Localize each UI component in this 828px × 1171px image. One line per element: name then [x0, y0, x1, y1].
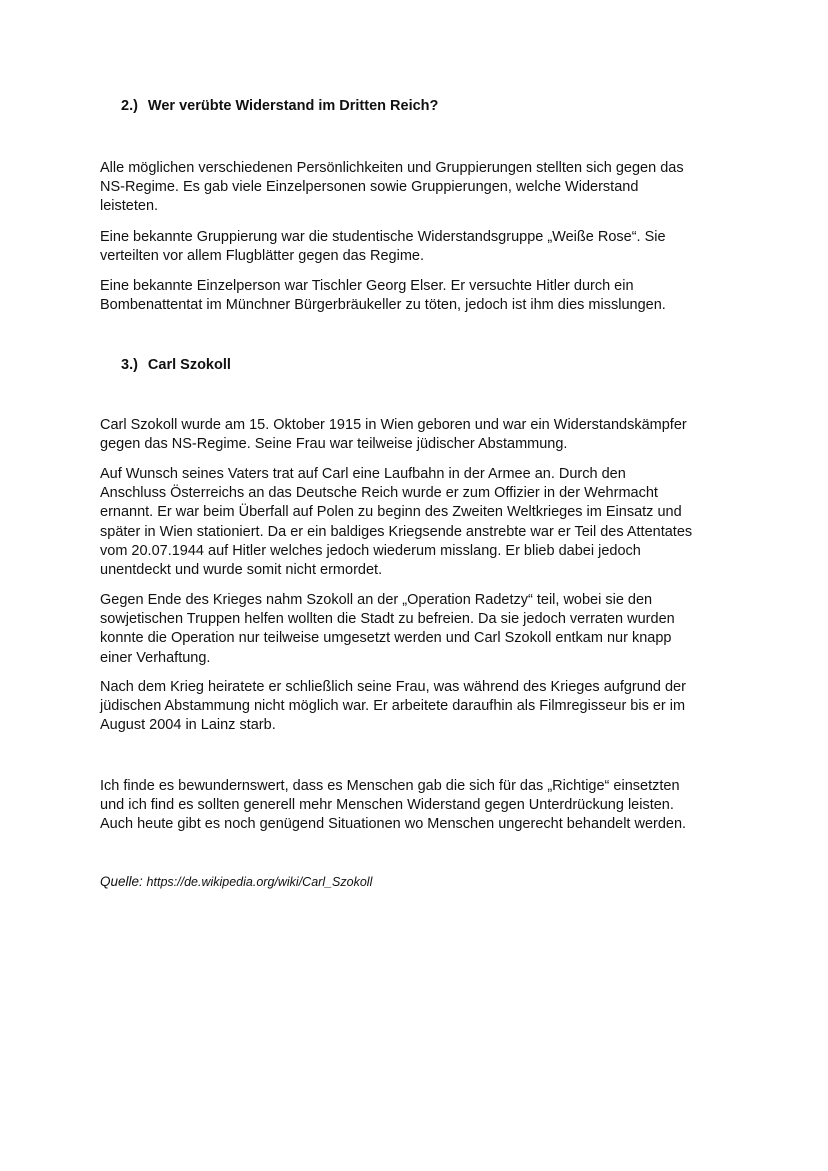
text-line: vom 20.07.1944 auf Hitler welches jedoch wiederum misslang. Er blieb dabei jedoch	[100, 542, 641, 559]
text-line: und ich find es sollten generell mehr Menschen Widerstand gegen Unterdrückung leisten.	[100, 797, 674, 814]
source-label: Quelle:	[100, 874, 143, 889]
section-2-paragraph-1	[100, 159, 740, 217]
section-3-paragraph-3	[100, 591, 740, 668]
source-citation	[100, 873, 372, 891]
text-line: Eine bekannte Einzelperson war Tischler Georg Elser. Er versuchte Hitler durch ein	[100, 278, 634, 294]
section-3-paragraph-2	[100, 465, 740, 580]
text-line: sowjetischen Truppen helfen wollten die Stadt zu befreien. Da sie jedoch verraten wurden	[100, 611, 675, 628]
section-3-paragraph-4	[100, 678, 740, 736]
text-line: einer Verhaftung.	[100, 649, 211, 666]
text-line: verteilten vor allem Flugblätter gegen das Regime.	[100, 248, 424, 265]
section-2-heading	[121, 97, 438, 115]
text-line: später in Wien stationiert. Da er ein baldiges Kriegsende anstrebte war er Teil des Attentates	[100, 523, 693, 540]
text-line: Nach dem Krieg heiratete er schließlich seine Frau, was während des Krieges aufgrund der	[100, 679, 686, 695]
text-line: gegen das NS-Regime. Seine Frau war teilweise jüdischer Abstammung.	[100, 436, 568, 453]
text-line: August 2004 in Lainz starb.	[100, 717, 276, 734]
section-3-heading	[121, 356, 231, 374]
section-3-title: Carl Szokoll	[147, 357, 231, 373]
text-line: Gegen Ende des Krieges nahm Szokoll an der „Operation Radetzy“ teil, wobei sie den	[100, 592, 653, 608]
text-line: Eine bekannte Gruppierung war die studentische Widerstandsgruppe „Weiße Rose“. Sie	[100, 229, 666, 245]
text-line: Anschluss Österreichs an das Deutsche Reich wurde er zum Offizier in der Wehrmacht	[100, 485, 658, 502]
text-line: jüdischen Abstammung nicht möglich war. Er arbeitete daraufhin als Filmregisseur bis er im	[100, 698, 686, 715]
text-line: leisteten.	[100, 198, 159, 215]
text-line: NS-Regime. Es gab viele Einzelpersonen sowie Gruppierungen, welche Widerstand	[100, 179, 639, 196]
section-2-title: Wer verübte Widerstand im Dritten Reich?	[147, 98, 439, 114]
section-2-number: 2.)	[121, 98, 138, 114]
text-line: unentdeckt und wurde somit nicht ermordet.	[100, 562, 383, 579]
text-line: Auch heute gibt es noch genügend Situationen wo Menschen ungerecht behandelt werden.	[100, 816, 687, 833]
text-line: Bombenattentat im Münchner Bürgerbräukeller zu töten, jedoch ist ihm dies misslungen.	[100, 297, 666, 314]
section-2-paragraph-2	[100, 228, 740, 266]
text-line: konnte die Operation nur teilweise umgesetzt werden und Carl Szokoll entkam nur knapp	[100, 630, 672, 647]
section-3-number: 3.)	[121, 357, 138, 373]
section-2-paragraph-3	[100, 277, 740, 315]
section-3-paragraph-1	[100, 416, 740, 454]
text-line: Carl Szokoll wurde am 15. Oktober 1915 in Wien geboren und war ein Widerstandskämpfer	[100, 417, 687, 433]
text-line: Ich finde es bewundernswert, dass es Menschen gab die sich für das „Richtige“ einsetzten	[100, 778, 680, 794]
text-line: Auf Wunsch seines Vaters trat auf Carl eine Laufbahn in der Armee an. Durch den	[100, 466, 626, 482]
text-line: Alle möglichen verschiedenen Persönlichkeiten und Gruppierungen stellten sich gegen das	[100, 160, 684, 176]
conclusion-paragraph	[100, 777, 740, 835]
source-url[interactable]: https://de.wikipedia.org/wiki/Carl_Szokoll	[146, 875, 373, 889]
text-line: ernannt. Er war beim Überfall auf Polen zu beginn des Zweiten Weltkrieges im Einsatz und	[100, 504, 682, 521]
